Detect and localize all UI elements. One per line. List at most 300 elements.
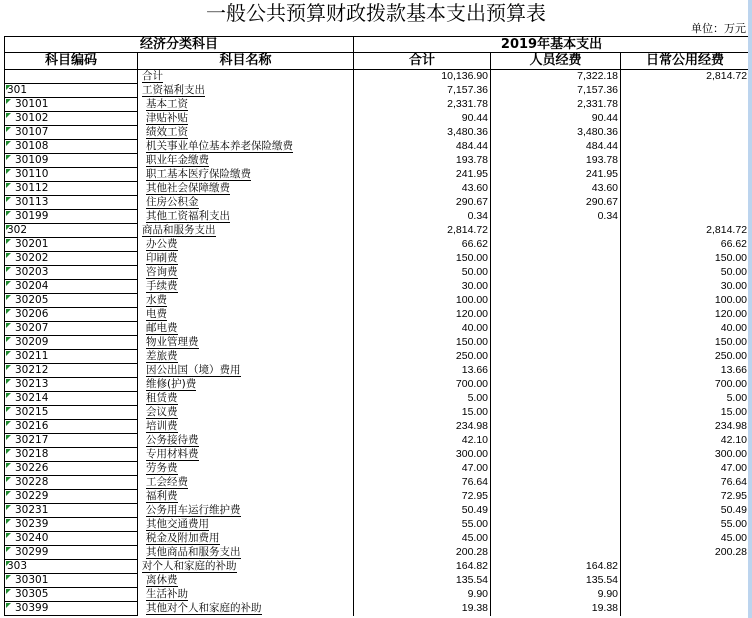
row-name bbox=[138, 588, 354, 602]
row-code-text: 30228 bbox=[15, 476, 49, 488]
row-name bbox=[138, 140, 354, 154]
table-row bbox=[5, 98, 750, 112]
row-public bbox=[621, 196, 750, 210]
row-name-text: 住房公积金 bbox=[146, 196, 199, 208]
row-public: 234.98 bbox=[621, 420, 750, 434]
row-code bbox=[5, 336, 138, 350]
row-code bbox=[5, 322, 138, 336]
table-row bbox=[5, 140, 750, 154]
error-indicator-icon bbox=[6, 477, 11, 482]
error-indicator-icon bbox=[6, 365, 11, 370]
error-indicator-icon bbox=[6, 393, 11, 398]
row-name bbox=[138, 196, 354, 210]
row-code-text: 30113 bbox=[15, 196, 49, 208]
row-total: 2,814.72 bbox=[354, 224, 491, 238]
row-personnel bbox=[491, 546, 621, 560]
row-code bbox=[5, 196, 138, 210]
row-code-text: 30202 bbox=[15, 252, 49, 264]
row-code bbox=[5, 574, 138, 588]
header-year-basic: 2019年基本支出 bbox=[354, 37, 750, 53]
row-code-text: 30209 bbox=[15, 336, 49, 348]
row-personnel: 90.44 bbox=[491, 112, 621, 126]
row-name-text: 机关事业单位基本养老保险缴费 bbox=[146, 140, 293, 152]
row-name-text: 培训费 bbox=[146, 420, 178, 432]
row-total: 150.00 bbox=[354, 336, 491, 350]
table-row bbox=[5, 224, 750, 238]
error-indicator-icon bbox=[6, 211, 11, 216]
row-personnel bbox=[491, 294, 621, 308]
header-personnel: 人员经费 bbox=[491, 53, 621, 70]
row-name-text: 公务用车运行维护费 bbox=[146, 504, 241, 516]
table-row bbox=[5, 210, 750, 224]
row-code-text: 30399 bbox=[15, 602, 49, 614]
error-indicator-icon bbox=[6, 603, 11, 608]
row-name-text: 职工基本医疗保险缴费 bbox=[146, 168, 251, 180]
row-code bbox=[5, 294, 138, 308]
row-name-text: 差旅费 bbox=[146, 350, 178, 362]
row-personnel bbox=[491, 378, 621, 392]
row-name bbox=[138, 434, 354, 448]
row-name bbox=[138, 336, 354, 350]
row-public: 40.00 bbox=[621, 322, 750, 336]
row-code-text: 30212 bbox=[15, 364, 49, 376]
table-row bbox=[5, 196, 750, 210]
row-name bbox=[138, 168, 354, 182]
table-body bbox=[5, 70, 750, 616]
row-personnel bbox=[491, 336, 621, 350]
row-total: 2,331.78 bbox=[354, 98, 491, 112]
row-code-text: 30110 bbox=[15, 168, 49, 180]
row-code-text: 30205 bbox=[15, 294, 49, 306]
row-personnel bbox=[491, 532, 621, 546]
error-indicator-icon bbox=[6, 407, 11, 412]
row-name bbox=[138, 462, 354, 476]
error-indicator-icon bbox=[6, 267, 11, 272]
row-personnel bbox=[491, 308, 621, 322]
row-name bbox=[138, 224, 354, 238]
row-total: 135.54 bbox=[354, 574, 491, 588]
row-total: 7,157.36 bbox=[354, 84, 491, 98]
row-public: 250.00 bbox=[621, 350, 750, 364]
row-total: 0.34 bbox=[354, 210, 491, 224]
row-code bbox=[5, 378, 138, 392]
row-personnel: 135.54 bbox=[491, 574, 621, 588]
row-code bbox=[5, 392, 138, 406]
error-indicator-icon bbox=[6, 197, 11, 202]
table-row bbox=[5, 434, 750, 448]
table-row bbox=[5, 406, 750, 420]
error-indicator-icon bbox=[6, 575, 11, 580]
row-name bbox=[138, 308, 354, 322]
row-code-text: 30109 bbox=[15, 154, 49, 166]
row-code-text: 30218 bbox=[15, 448, 49, 460]
row-name-text: 其他商品和服务支出 bbox=[146, 546, 241, 558]
row-code bbox=[5, 518, 138, 532]
row-code-text: 30108 bbox=[15, 140, 49, 152]
error-indicator-icon bbox=[6, 421, 11, 426]
table-row bbox=[5, 266, 750, 280]
row-code bbox=[5, 602, 138, 616]
table-row bbox=[5, 126, 750, 140]
row-name-text: 福利费 bbox=[146, 490, 178, 502]
row-code bbox=[5, 140, 138, 154]
row-name-text: 职业年金缴费 bbox=[146, 154, 209, 166]
header-public: 日常公用经费 bbox=[621, 53, 750, 70]
row-personnel: 164.82 bbox=[491, 560, 621, 574]
row-total: 193.78 bbox=[354, 154, 491, 168]
row-personnel bbox=[491, 448, 621, 462]
row-personnel: 43.60 bbox=[491, 182, 621, 196]
table-row bbox=[5, 462, 750, 476]
row-public bbox=[621, 602, 750, 616]
row-code-text: 30107 bbox=[15, 126, 49, 138]
row-code bbox=[5, 448, 138, 462]
row-code-text: 30216 bbox=[15, 420, 49, 432]
row-code-text: 30204 bbox=[15, 280, 49, 292]
row-name bbox=[138, 420, 354, 434]
window-edge bbox=[748, 0, 752, 618]
row-code-text: 30211 bbox=[15, 350, 49, 362]
row-name bbox=[138, 350, 354, 364]
row-personnel bbox=[491, 420, 621, 434]
row-personnel bbox=[491, 224, 621, 238]
row-total: 5.00 bbox=[354, 392, 491, 406]
row-personnel: 19.38 bbox=[491, 602, 621, 616]
row-total: 66.62 bbox=[354, 238, 491, 252]
error-indicator-icon bbox=[6, 169, 11, 174]
row-name-text: 邮电费 bbox=[146, 322, 178, 334]
row-name-text: 专用材料费 bbox=[146, 448, 199, 460]
row-name bbox=[138, 98, 354, 112]
error-indicator-icon bbox=[6, 127, 11, 132]
table-row bbox=[5, 336, 750, 350]
row-name bbox=[138, 210, 354, 224]
row-personnel: 0.34 bbox=[491, 210, 621, 224]
row-code-text: 302 bbox=[7, 224, 28, 236]
error-indicator-icon bbox=[6, 589, 11, 594]
row-code-text: 301 bbox=[7, 84, 28, 96]
row-name bbox=[138, 252, 354, 266]
row-personnel: 484.44 bbox=[491, 140, 621, 154]
row-code-text: 30305 bbox=[15, 588, 49, 600]
table-row bbox=[5, 378, 750, 392]
row-code bbox=[5, 182, 138, 196]
error-indicator-icon bbox=[6, 113, 11, 118]
row-personnel: 9.90 bbox=[491, 588, 621, 602]
row-public: 50.49 bbox=[621, 504, 750, 518]
row-personnel bbox=[491, 280, 621, 294]
row-code bbox=[5, 266, 138, 280]
row-personnel bbox=[491, 350, 621, 364]
row-name-text: 离休费 bbox=[146, 574, 178, 586]
row-personnel bbox=[491, 462, 621, 476]
row-total: 3,480.36 bbox=[354, 126, 491, 140]
row-public: 700.00 bbox=[621, 378, 750, 392]
row-code-text: 303 bbox=[7, 560, 28, 572]
row-code bbox=[5, 280, 138, 294]
table-row bbox=[5, 490, 750, 504]
row-public: 50.00 bbox=[621, 266, 750, 280]
table-row bbox=[5, 364, 750, 378]
row-code bbox=[5, 98, 138, 112]
row-code bbox=[5, 126, 138, 140]
table-row bbox=[5, 308, 750, 322]
row-code bbox=[5, 546, 138, 560]
row-total: 76.64 bbox=[354, 476, 491, 490]
row-code bbox=[5, 434, 138, 448]
row-name-text: 办公费 bbox=[146, 238, 178, 250]
row-total: 43.60 bbox=[354, 182, 491, 196]
row-personnel bbox=[491, 392, 621, 406]
error-indicator-icon bbox=[6, 491, 11, 496]
table-row bbox=[5, 238, 750, 252]
header-total: 合计 bbox=[354, 53, 491, 70]
row-code bbox=[5, 532, 138, 546]
row-code-text: 30101 bbox=[15, 98, 49, 110]
row-code bbox=[5, 252, 138, 266]
row-total: 30.00 bbox=[354, 280, 491, 294]
row-code-text: 30203 bbox=[15, 266, 49, 278]
row-public: 15.00 bbox=[621, 406, 750, 420]
row-name-text: 维修(护)费 bbox=[146, 378, 197, 390]
error-indicator-icon bbox=[6, 519, 11, 524]
header-code: 科目编码 bbox=[5, 53, 138, 70]
row-public: 47.00 bbox=[621, 462, 750, 476]
row-public: 200.28 bbox=[621, 546, 750, 560]
budget-table bbox=[4, 36, 750, 616]
row-name bbox=[138, 266, 354, 280]
row-name bbox=[138, 126, 354, 140]
table-row bbox=[5, 392, 750, 406]
row-public: 55.00 bbox=[621, 518, 750, 532]
row-personnel: 193.78 bbox=[491, 154, 621, 168]
error-indicator-icon bbox=[6, 309, 11, 314]
error-indicator-icon bbox=[6, 547, 11, 552]
row-code bbox=[5, 70, 138, 84]
row-code-text: 30226 bbox=[15, 462, 49, 474]
error-indicator-icon bbox=[6, 281, 11, 286]
row-public: 300.00 bbox=[621, 448, 750, 462]
table-row bbox=[5, 294, 750, 308]
row-total: 55.00 bbox=[354, 518, 491, 532]
row-personnel: 3,480.36 bbox=[491, 126, 621, 140]
table-row bbox=[5, 154, 750, 168]
row-personnel bbox=[491, 322, 621, 336]
row-public bbox=[621, 154, 750, 168]
row-total: 290.67 bbox=[354, 196, 491, 210]
row-total: 10,136.90 bbox=[354, 70, 491, 84]
row-public: 150.00 bbox=[621, 252, 750, 266]
table-row bbox=[5, 574, 750, 588]
table-row bbox=[5, 546, 750, 560]
row-total: 100.00 bbox=[354, 294, 491, 308]
row-name bbox=[138, 546, 354, 560]
error-indicator-icon bbox=[6, 323, 11, 328]
row-public: 2,814.72 bbox=[621, 224, 750, 238]
page-title: 一般公共预算财政拨款基本支出预算表 bbox=[206, 1, 546, 25]
error-indicator-icon bbox=[6, 379, 11, 384]
row-name-text: 水费 bbox=[146, 294, 167, 306]
row-personnel: 290.67 bbox=[491, 196, 621, 210]
row-name bbox=[138, 182, 354, 196]
row-name bbox=[138, 112, 354, 126]
row-code-text: 30217 bbox=[15, 434, 49, 446]
row-name-text: 电费 bbox=[146, 308, 167, 320]
row-public: 42.10 bbox=[621, 434, 750, 448]
row-total: 72.95 bbox=[354, 490, 491, 504]
row-code-text: 30214 bbox=[15, 392, 49, 404]
row-personnel: 241.95 bbox=[491, 168, 621, 182]
table-row bbox=[5, 280, 750, 294]
row-total: 9.90 bbox=[354, 588, 491, 602]
row-name-text: 津贴补贴 bbox=[146, 112, 188, 124]
table-row bbox=[5, 168, 750, 182]
row-total: 200.28 bbox=[354, 546, 491, 560]
row-code-text: 30206 bbox=[15, 308, 49, 320]
error-indicator-icon bbox=[6, 85, 11, 90]
row-total: 150.00 bbox=[354, 252, 491, 266]
row-total: 484.44 bbox=[354, 140, 491, 154]
error-indicator-icon bbox=[6, 435, 11, 440]
row-code bbox=[5, 154, 138, 168]
row-name bbox=[138, 364, 354, 378]
error-indicator-icon bbox=[6, 449, 11, 454]
row-code bbox=[5, 238, 138, 252]
header-econ-class: 经济分类科目 bbox=[5, 37, 354, 53]
row-public: 13.66 bbox=[621, 364, 750, 378]
table-row bbox=[5, 322, 750, 336]
row-personnel bbox=[491, 434, 621, 448]
row-name-text: 劳务费 bbox=[146, 462, 178, 474]
row-name-text: 其他社会保障缴费 bbox=[146, 182, 230, 194]
row-name bbox=[138, 532, 354, 546]
row-personnel bbox=[491, 266, 621, 280]
row-name-text: 绩效工资 bbox=[146, 126, 188, 138]
row-name bbox=[138, 378, 354, 392]
row-personnel: 7,157.36 bbox=[491, 84, 621, 98]
row-personnel bbox=[491, 490, 621, 504]
row-code bbox=[5, 420, 138, 434]
row-total: 250.00 bbox=[354, 350, 491, 364]
row-name-text: 会议费 bbox=[146, 406, 178, 418]
row-public bbox=[621, 560, 750, 574]
row-name-text: 咨询费 bbox=[146, 266, 178, 278]
row-total: 164.82 bbox=[354, 560, 491, 574]
row-code bbox=[5, 406, 138, 420]
row-public: 45.00 bbox=[621, 532, 750, 546]
table-row bbox=[5, 112, 750, 126]
row-name-text: 对个人和家庭的补助 bbox=[142, 560, 237, 572]
row-total: 45.00 bbox=[354, 532, 491, 546]
row-total: 42.10 bbox=[354, 434, 491, 448]
row-public bbox=[621, 588, 750, 602]
row-name-text: 印刷费 bbox=[146, 252, 178, 264]
table-row bbox=[5, 532, 750, 546]
row-name bbox=[138, 504, 354, 518]
row-total: 19.38 bbox=[354, 602, 491, 616]
table-row bbox=[5, 476, 750, 490]
table-row bbox=[5, 448, 750, 462]
error-indicator-icon bbox=[6, 155, 11, 160]
row-code bbox=[5, 588, 138, 602]
table-row bbox=[5, 602, 750, 616]
row-code bbox=[5, 364, 138, 378]
row-personnel bbox=[491, 476, 621, 490]
row-name-text: 税金及附加费用 bbox=[146, 532, 220, 544]
row-code bbox=[5, 462, 138, 476]
row-public bbox=[621, 112, 750, 126]
table-row bbox=[5, 70, 750, 84]
error-indicator-icon bbox=[6, 533, 11, 538]
row-code bbox=[5, 490, 138, 504]
error-indicator-icon bbox=[6, 463, 11, 468]
row-code bbox=[5, 504, 138, 518]
error-indicator-icon bbox=[6, 337, 11, 342]
error-indicator-icon bbox=[6, 225, 11, 230]
row-code-text: 30229 bbox=[15, 490, 49, 502]
row-total: 13.66 bbox=[354, 364, 491, 378]
row-public bbox=[621, 98, 750, 112]
row-public bbox=[621, 182, 750, 196]
row-total: 120.00 bbox=[354, 308, 491, 322]
row-name bbox=[138, 448, 354, 462]
error-indicator-icon bbox=[6, 295, 11, 300]
row-name bbox=[138, 84, 354, 98]
row-code-text: 30239 bbox=[15, 518, 49, 530]
row-public: 76.64 bbox=[621, 476, 750, 490]
row-public: 2,814.72 bbox=[621, 70, 750, 84]
error-indicator-icon bbox=[6, 351, 11, 356]
row-public: 120.00 bbox=[621, 308, 750, 322]
row-name bbox=[138, 392, 354, 406]
row-code-text: 30301 bbox=[15, 574, 49, 586]
table-row bbox=[5, 518, 750, 532]
row-public: 100.00 bbox=[621, 294, 750, 308]
row-personnel: 2,331.78 bbox=[491, 98, 621, 112]
row-name bbox=[138, 602, 354, 616]
row-total: 15.00 bbox=[354, 406, 491, 420]
row-code bbox=[5, 210, 138, 224]
row-name-text: 工会经费 bbox=[146, 476, 188, 488]
row-code-text: 30102 bbox=[15, 112, 49, 124]
row-code-text: 30215 bbox=[15, 406, 49, 418]
row-public bbox=[621, 574, 750, 588]
row-name-text: 合计 bbox=[142, 70, 163, 83]
row-name bbox=[138, 322, 354, 336]
row-public bbox=[621, 210, 750, 224]
row-personnel bbox=[491, 406, 621, 420]
unit-label: 单位：万元 bbox=[691, 22, 746, 35]
row-public bbox=[621, 126, 750, 140]
row-name-text: 工资福利支出 bbox=[142, 84, 205, 96]
row-total: 40.00 bbox=[354, 322, 491, 336]
row-code-text: 30231 bbox=[15, 504, 49, 516]
row-name bbox=[138, 574, 354, 588]
row-name bbox=[138, 70, 354, 84]
row-name bbox=[138, 476, 354, 490]
row-name-text: 公务接待费 bbox=[146, 434, 199, 446]
row-name bbox=[138, 518, 354, 532]
error-indicator-icon bbox=[6, 239, 11, 244]
row-code-text: 30213 bbox=[15, 378, 49, 390]
row-name-text: 商品和服务支出 bbox=[142, 224, 216, 236]
table-row bbox=[5, 420, 750, 434]
row-code-text: 30201 bbox=[15, 238, 49, 250]
row-code bbox=[5, 560, 138, 574]
error-indicator-icon bbox=[6, 183, 11, 188]
table-row bbox=[5, 252, 750, 266]
row-public: 72.95 bbox=[621, 490, 750, 504]
